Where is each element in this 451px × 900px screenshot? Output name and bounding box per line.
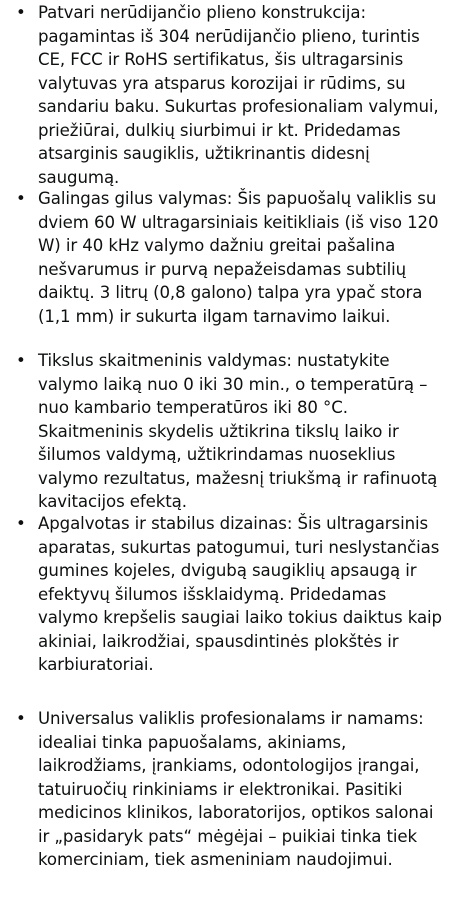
bullet-marker: •: [16, 3, 26, 22]
feature-text: Patvari nerūdijančio plieno konstrukcija: pagamintas iš 304 nerūdijančio plieno, turintis CE, FCC ir RoHS sertifikatus, šis ultragarsinis valytuvas yra atsparus korozijai ir rūdims, su sandariu baku. Sukurtas profesionaliam valymui, priežiūrai, dulkių siurbimui ir kt. Pridedamas atsarginis saugiklis, užtikrinantis didesnį saugumą.: [38, 3, 439, 187]
feature-text: Tikslus skaitmeninis valdymas: nustatykite valymo laiką nuo 0 iki 30 min., o temperatūrą – nuo kambario temperatūros iki 80 °C. Skaitmeninis skydelis užtikrina tikslų laiko ir šilumos valdymą, užtikrindamas nuoseklius valymo rezultatus, mažesnį triukšmą ir rafinuotą kavitacijos efektą.: [38, 351, 438, 511]
list-item: [0, 707, 451, 872]
bullet-marker: •: [16, 514, 26, 533]
bullet-marker: •: [16, 709, 26, 728]
bullet-marker: •: [16, 189, 26, 208]
feature-text: Apgalvotas ir stabilus dizainas: Šis ultragarsinis aparatas, sukurtas patogumui, turi neslystančias gumines kojeles, dvigubą saugiklių apsaugą ir efektyvų šilumos išsklaidymą. Pridedamas valymo krepšelis saugiai laiko tokius daiktus kaip akiniai, laikrodžiai, spausdintinės plokštės ir karbiuratoriai.: [38, 514, 442, 674]
list-item: [0, 187, 451, 328]
feature-text: Galingas gilus valymas: Šis papuošalų valiklis su dviem 60 W ultragarsiniais keitikliais (iš viso 120 W) ir 40 kHz valymo dažniu greitai pašalina nešvarumus ir purvą nepažeisdamas subtilių daiktų. 3 litrų (0,8 galono) talpa yra ypač stora (1,1 mm) ir sukurta ilgam tarnavimo laikui.: [38, 189, 439, 326]
list-item: [0, 512, 451, 677]
feature-text: Universalus valiklis profesionalams ir namams: idealiai tinka papuošalams, akiniams, laikrodžiams, įrankiams, odontologijos įrangai, tatuiruočių rinkiniams ir elektronikai. Pasitiki medicinos klinikos, laboratorijos, optikos salonai ir „pasidaryk pats“ mėgėjai – puikiai tinka tiek komerciniam, tiek asmeniniam naudojimui.: [38, 709, 434, 869]
list-item: [0, 1, 451, 189]
bullet-marker: •: [16, 351, 26, 370]
list-item: [0, 349, 451, 514]
